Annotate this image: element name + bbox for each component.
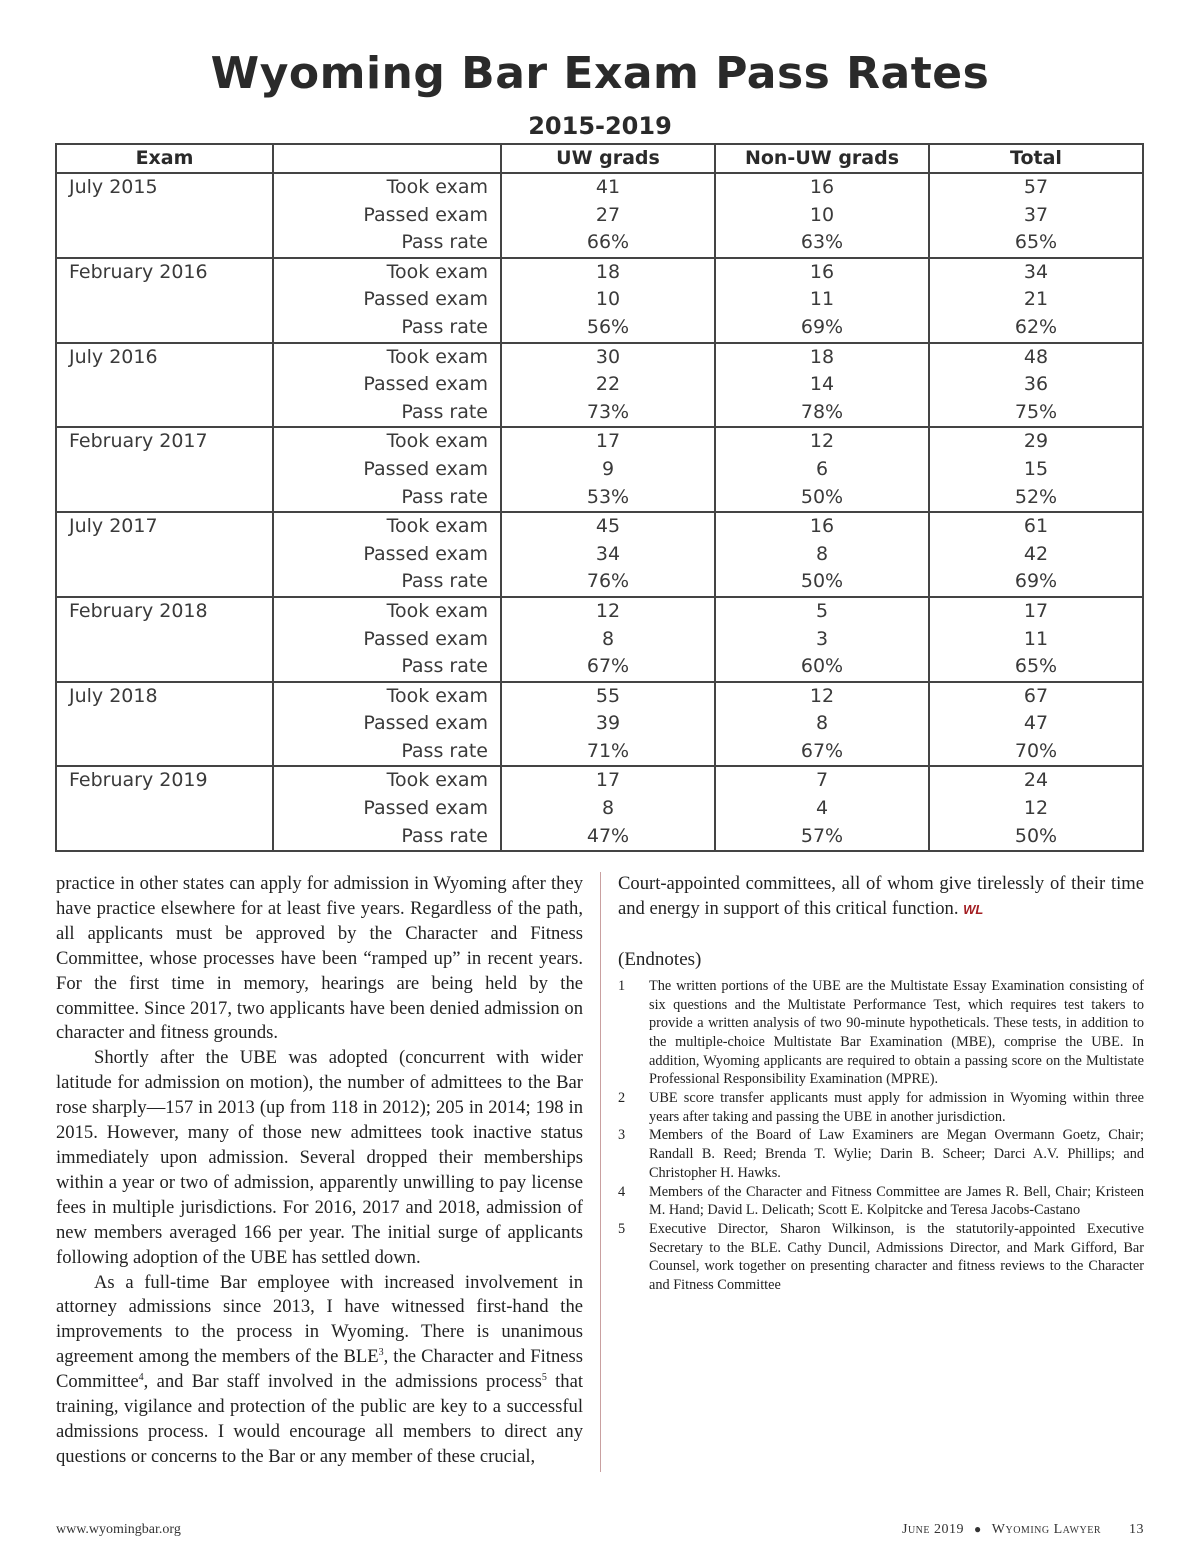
table-row	[56, 682, 1143, 711]
exam-cell: July 2018	[56, 682, 273, 711]
total-cell: 34	[929, 258, 1143, 287]
endnote	[618, 1126, 1144, 1182]
exam-cell	[56, 371, 273, 399]
metric-cell: Pass rate	[273, 823, 501, 852]
table-row	[56, 343, 1143, 372]
column-divider	[600, 872, 601, 1472]
metric-cell: Passed exam	[273, 286, 501, 314]
exam-cell	[56, 286, 273, 314]
table-row	[56, 795, 1143, 823]
total-cell: 62%	[929, 314, 1143, 343]
uw-grads-cell: 12	[501, 597, 715, 626]
total-cell: 65%	[929, 229, 1143, 258]
total-cell: 24	[929, 766, 1143, 795]
table-row	[56, 314, 1143, 343]
total-cell: 50%	[929, 823, 1143, 852]
uw-grads-cell: 22	[501, 371, 715, 399]
metric-cell: Passed exam	[273, 795, 501, 823]
right-column	[618, 872, 1144, 1295]
paragraph-text: As a full-time Bar employee with increased involvement in attorney admissions since 2013, I have witnessed first-hand the improvements to the process in Wyoming. There is unanimous agreement among the members of the BLE	[56, 1271, 583, 1368]
total-cell: 57	[929, 173, 1143, 202]
exam-cell: July 2016	[56, 343, 273, 372]
endnote-number: 3	[618, 1127, 626, 1144]
table-row	[56, 202, 1143, 230]
endnote-ref: 4	[138, 1371, 144, 1383]
table-row	[56, 484, 1143, 513]
left-column	[56, 872, 583, 1470]
table-row	[56, 258, 1143, 287]
uw-grads-cell: 73%	[501, 399, 715, 428]
non-uw-grads-cell: 11	[715, 286, 929, 314]
total-cell: 36	[929, 371, 1143, 399]
uw-grads-cell: 9	[501, 456, 715, 484]
endnote-number: 4	[618, 1183, 626, 1200]
metric-cell: Passed exam	[273, 456, 501, 484]
non-uw-grads-cell: 5	[715, 597, 929, 626]
table-row	[56, 710, 1143, 738]
metric-cell: Pass rate	[273, 653, 501, 682]
total-cell: 37	[929, 202, 1143, 230]
metric-cell: Passed exam	[273, 710, 501, 738]
metric-cell: Passed exam	[273, 626, 501, 654]
footer-date: June 2019	[902, 1522, 965, 1537]
metric-cell: Took exam	[273, 427, 501, 456]
metric-cell: Took exam	[273, 173, 501, 202]
uw-grads-cell: 56%	[501, 314, 715, 343]
non-uw-grads-cell: 57%	[715, 823, 929, 852]
uw-grads-cell: 10	[501, 286, 715, 314]
table-row	[56, 597, 1143, 626]
metric-cell: Took exam	[273, 258, 501, 287]
uw-grads-cell: 8	[501, 626, 715, 654]
table-row	[56, 286, 1143, 314]
endnote-text: UBE score transfer applicants must apply for admission in Wyoming within three years after taking and passing the UBE in another jurisdiction.	[649, 1090, 1144, 1125]
total-cell: 69%	[929, 568, 1143, 597]
metric-cell: Pass rate	[273, 568, 501, 597]
page-number: 13	[1129, 1522, 1144, 1537]
table-row	[56, 173, 1143, 202]
header-metric	[273, 144, 501, 173]
paragraph: Shortly after the UBE was adopted (concurrent with wider latitude for admission on motion), the number of admittees to the Bar rose sharply—157 in 2013 (up from 118 in 2012); 205 in 2014; 198 in 2015. However, many of those new admittees took inactive status immediately upon admission. Several dropped their memberships within a year or two of admission, apparently unwilling to pay license fees in multiple jurisdictions. For 2016, 2017 and 2018, admission of new members averaged 166 per year. The initial surge of applicants following adoption of the UBE has settled down.	[56, 1047, 583, 1268]
exam-cell: February 2019	[56, 766, 273, 795]
paragraph-text: , and Bar staff involved in the admissions process	[143, 1371, 542, 1393]
non-uw-grads-cell: 14	[715, 371, 929, 399]
uw-grads-cell: 39	[501, 710, 715, 738]
footer-website: www.wyomingbar.org	[56, 1522, 181, 1537]
endnote	[618, 977, 1144, 1089]
uw-grads-cell: 66%	[501, 229, 715, 258]
exam-cell	[56, 229, 273, 258]
endnotes-heading: (Endnotes)	[618, 948, 702, 970]
endnote-number: 1	[618, 977, 626, 994]
exam-cell	[56, 823, 273, 852]
non-uw-grads-cell: 8	[715, 710, 929, 738]
non-uw-grads-cell: 7	[715, 766, 929, 795]
non-uw-grads-cell: 60%	[715, 653, 929, 682]
exam-cell	[56, 456, 273, 484]
endnote-ref: 5	[541, 1371, 547, 1383]
non-uw-grads-cell: 6	[715, 456, 929, 484]
endnote	[618, 1220, 1144, 1295]
non-uw-grads-cell: 4	[715, 795, 929, 823]
total-cell: 48	[929, 343, 1143, 372]
endnote-text: The written portions of the UBE are the Multistate Essay Examination consisting of six questions and the Multistate Performance Test, which requires test takers to provide a written analysis of two 90-minute hypotheticals. These tests, in addition to the multiple-choice Multistate Bar Examination (MBE), comprise the UBE. In addition, Wyoming applicants are required to obtain a passing score on the Multistate Professional Responsibility Examination (MPRE).	[649, 977, 1144, 1088]
non-uw-grads-cell: 8	[715, 541, 929, 569]
metric-cell: Pass rate	[273, 229, 501, 258]
uw-grads-cell: 55	[501, 682, 715, 711]
non-uw-grads-cell: 18	[715, 343, 929, 372]
exam-cell	[56, 795, 273, 823]
endnote-number: 5	[618, 1220, 626, 1237]
metric-cell: Took exam	[273, 682, 501, 711]
total-cell: 12	[929, 795, 1143, 823]
non-uw-grads-cell: 69%	[715, 314, 929, 343]
endnotes-list	[618, 977, 1144, 1295]
endnote-text: Members of the Character and Fitness Committee are James R. Bell, Chair; Kristeen M. Hand; David L. Delicath; Scott E. Kolpitcke and Teresa Jacobs-Castano	[649, 1183, 1144, 1219]
total-cell: 47	[929, 710, 1143, 738]
metric-cell: Took exam	[273, 512, 501, 541]
uw-grads-cell: 18	[501, 258, 715, 287]
uw-grads-cell: 53%	[501, 484, 715, 513]
exam-cell	[56, 626, 273, 654]
non-uw-grads-cell: 3	[715, 626, 929, 654]
non-uw-grads-cell: 63%	[715, 229, 929, 258]
uw-grads-cell: 71%	[501, 738, 715, 767]
metric-cell: Passed exam	[273, 371, 501, 399]
paragraph: practice in other states can apply for admission in Wyoming after they have practice elsewhere for at least five years. Regardless of the path, all applicants must be approved by the Character and Fitness Committee, whose processes have been “ramped up” in recent years. For the first time in memory, hearings are being held by the committee. Since 2017, two applicants have been denied admission on character and fitness grounds.	[56, 873, 583, 1044]
exam-cell	[56, 710, 273, 738]
total-cell: 42	[929, 541, 1143, 569]
header-exam: Exam	[56, 144, 273, 173]
table-row	[56, 738, 1143, 767]
header-total: Total	[929, 144, 1143, 173]
table-row	[56, 399, 1143, 428]
footer-publication: Wyoming Lawyer	[991, 1522, 1101, 1537]
total-cell: 21	[929, 286, 1143, 314]
endnote	[618, 1089, 1144, 1126]
metric-cell: Took exam	[273, 597, 501, 626]
table-row	[56, 823, 1143, 852]
table-row	[56, 512, 1143, 541]
exam-cell	[56, 399, 273, 428]
metric-cell: Pass rate	[273, 314, 501, 343]
table-row	[56, 626, 1143, 654]
non-uw-grads-cell: 67%	[715, 738, 929, 767]
uw-grads-cell: 67%	[501, 653, 715, 682]
exam-cell	[56, 484, 273, 513]
endnote-ref: 3	[378, 1347, 384, 1359]
exam-cell	[56, 738, 273, 767]
footer-info	[902, 1522, 1144, 1538]
total-cell: 52%	[929, 484, 1143, 513]
paragraph-text: Court-appointed committees, all of whom give tirelessly of their time and energy in support of this critical function.	[618, 873, 1144, 919]
total-cell: 11	[929, 626, 1143, 654]
uw-grads-cell: 17	[501, 766, 715, 795]
total-cell: 67	[929, 682, 1143, 711]
exam-cell	[56, 653, 273, 682]
non-uw-grads-cell: 12	[715, 427, 929, 456]
uw-grads-cell: 47%	[501, 823, 715, 852]
total-cell: 70%	[929, 738, 1143, 767]
page-subtitle: 2015-2019	[528, 112, 672, 140]
uw-grads-cell: 41	[501, 173, 715, 202]
non-uw-grads-cell: 50%	[715, 568, 929, 597]
total-cell: 65%	[929, 653, 1143, 682]
endnote-text: Executive Director, Sharon Wilkinson, is the statutorily-appointed Executive Secretary to the BLE. Cathy Duncil, Admissions Director, and Mark Gifford, Bar Counsel, work together on presenting character and fitness reviews to the Character and Fitness Committee	[649, 1220, 1144, 1294]
exam-cell	[56, 314, 273, 343]
total-cell: 75%	[929, 399, 1143, 428]
paragraph	[618, 872, 1144, 923]
uw-grads-cell: 45	[501, 512, 715, 541]
endnote-number: 2	[618, 1090, 626, 1107]
non-uw-grads-cell: 16	[715, 173, 929, 202]
table-row	[56, 653, 1143, 682]
total-cell: 15	[929, 456, 1143, 484]
paragraph-text: that training, vigilance and protection of the public are key to a successful admissions process. I would encourage all members to direct any questions or concerns to the Bar or any member of these crucial,	[56, 1371, 584, 1467]
table-header-row	[56, 144, 1143, 173]
uw-grads-cell: 27	[501, 202, 715, 230]
uw-grads-cell: 30	[501, 343, 715, 372]
endnote	[618, 1183, 1144, 1220]
pass-rates-table	[55, 143, 1144, 852]
table-row	[56, 229, 1143, 258]
table-row	[56, 427, 1143, 456]
table-row	[56, 371, 1143, 399]
uw-grads-cell: 76%	[501, 568, 715, 597]
page-title: Wyoming Bar Exam Pass Rates	[210, 48, 990, 99]
table-row	[56, 766, 1143, 795]
uw-grads-cell: 34	[501, 541, 715, 569]
metric-cell: Pass rate	[273, 484, 501, 513]
end-mark: WL	[963, 901, 984, 917]
header-uw-grads: UW grads	[501, 144, 715, 173]
exam-cell: February 2017	[56, 427, 273, 456]
header-non-uw-grads: Non-UW grads	[715, 144, 929, 173]
exam-cell	[56, 568, 273, 597]
total-cell: 61	[929, 512, 1143, 541]
total-cell: 29	[929, 427, 1143, 456]
metric-cell: Took exam	[273, 343, 501, 372]
total-cell: 17	[929, 597, 1143, 626]
exam-cell: July 2015	[56, 173, 273, 202]
exam-cell	[56, 202, 273, 230]
exam-cell: February 2016	[56, 258, 273, 287]
uw-grads-cell: 17	[501, 427, 715, 456]
metric-cell: Took exam	[273, 766, 501, 795]
metric-cell: Pass rate	[273, 399, 501, 428]
non-uw-grads-cell: 78%	[715, 399, 929, 428]
paragraph	[56, 1271, 583, 1470]
metric-cell: Passed exam	[273, 202, 501, 230]
metric-cell: Passed exam	[273, 541, 501, 569]
non-uw-grads-cell: 10	[715, 202, 929, 230]
non-uw-grads-cell: 16	[715, 258, 929, 287]
bullet-icon: ●	[974, 1522, 982, 1536]
endnote-text: Members of the Board of Law Examiners are Megan Overmann Goetz, Chair; Randall B. Reed; Brenda T. Wylie; Darin B. Scheer; Darci A.V. Phillips; and Christopher H. Hawks.	[649, 1127, 1144, 1181]
metric-cell: Pass rate	[273, 738, 501, 767]
non-uw-grads-cell: 12	[715, 682, 929, 711]
table-row	[56, 456, 1143, 484]
exam-cell: July 2017	[56, 512, 273, 541]
table-row	[56, 541, 1143, 569]
paragraph-text: , the Character and Fitness Committee	[56, 1346, 583, 1393]
non-uw-grads-cell: 50%	[715, 484, 929, 513]
uw-grads-cell: 8	[501, 795, 715, 823]
exam-cell: February 2018	[56, 597, 273, 626]
exam-cell	[56, 541, 273, 569]
table-row	[56, 568, 1143, 597]
table-body	[56, 173, 1143, 851]
non-uw-grads-cell: 16	[715, 512, 929, 541]
